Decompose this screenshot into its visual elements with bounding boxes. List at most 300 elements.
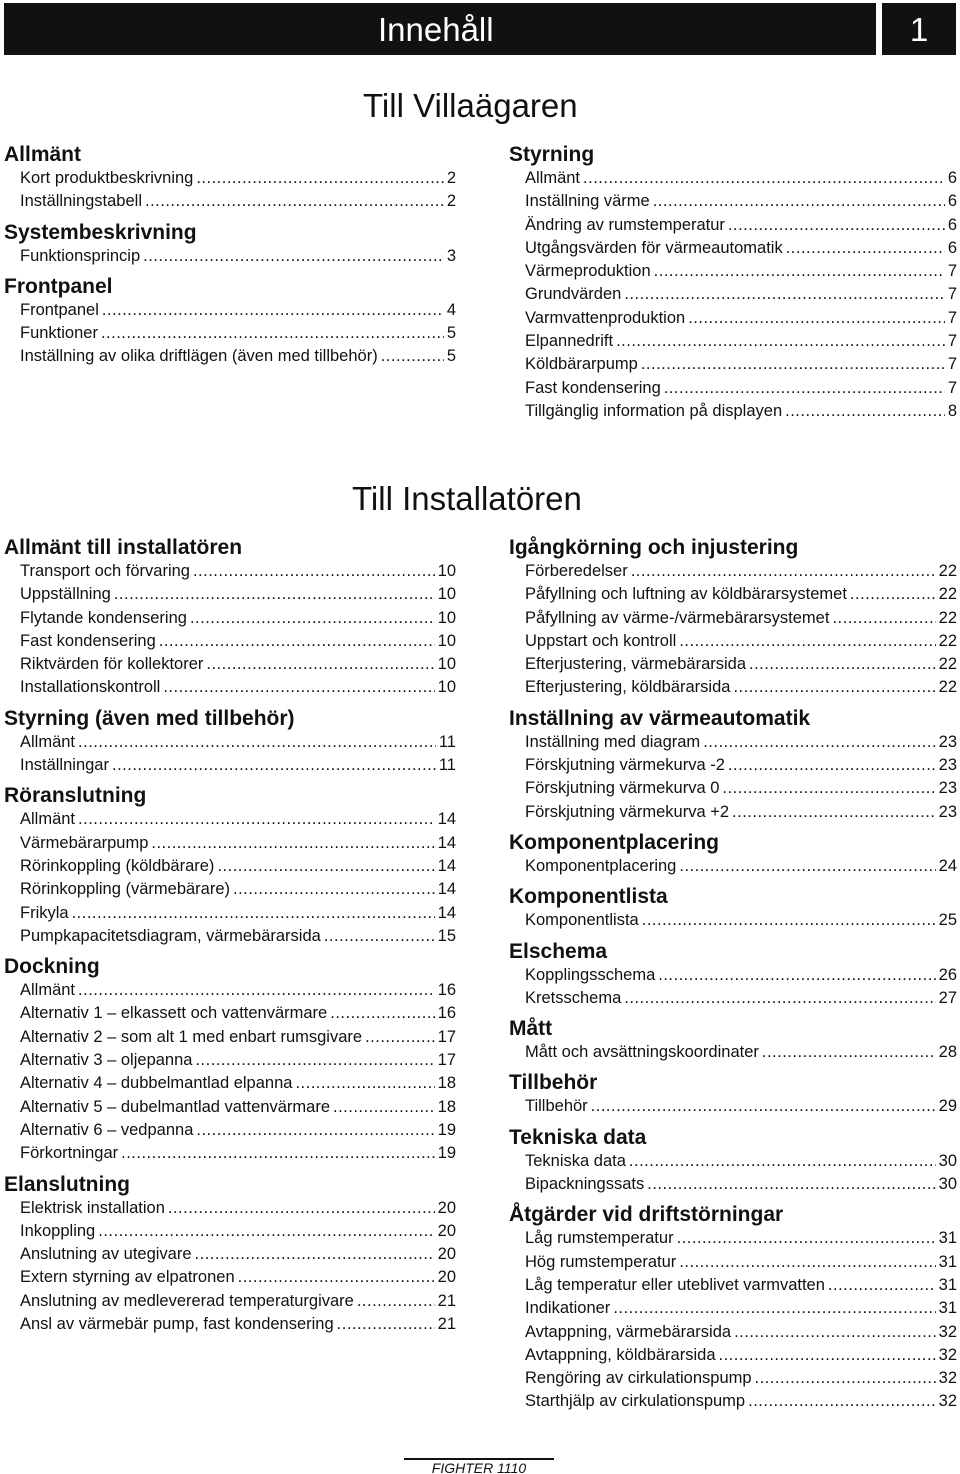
toc-entry-page: 6 (947, 169, 957, 187)
toc-entry-page: 6 (947, 238, 957, 257)
dot-leader (190, 607, 435, 630)
toc-entry-title: Rengöring av cirkulationspump (525, 1369, 752, 1388)
dot-leader (755, 1367, 936, 1390)
toc-entry-title: Uppställning (20, 585, 111, 604)
dot-leader (195, 1049, 434, 1072)
dot-leader (653, 190, 945, 213)
dot-leader (722, 777, 935, 800)
toc-entry-page: 32 (938, 1345, 957, 1364)
header-page-number: 1 (909, 11, 929, 48)
toc-entry-page: 14 (437, 880, 456, 899)
toc-entry-title: Transport och förvaring (20, 562, 190, 580)
toc-entry-page: 23 (938, 779, 957, 798)
dot-leader (145, 190, 444, 213)
dot-leader (728, 754, 936, 777)
dot-leader (624, 987, 935, 1010)
toc-entry-title: Allmänt (525, 169, 581, 187)
dot-leader (719, 1344, 936, 1367)
toc-entry[interactable] (4, 245, 456, 268)
toc-entry-title: Inställning med diagram (525, 732, 701, 751)
toc-entry-title: Fast kondensering (20, 631, 156, 650)
dot-leader (624, 283, 945, 306)
toc-entry-title: Köldbärarpump (525, 355, 638, 374)
toc-entry[interactable] (4, 583, 456, 606)
dot-leader (337, 1313, 435, 1336)
toc-entry-page: 4 (446, 300, 456, 319)
dot-leader (193, 560, 435, 583)
dot-leader (832, 607, 935, 630)
toc-entry[interactable] (509, 1173, 957, 1196)
header-title: Innehåll (378, 11, 494, 48)
dot-leader (679, 855, 935, 878)
toc-entry-page: 28 (938, 1043, 957, 1062)
dot-leader (688, 307, 945, 330)
toc-entry[interactable] (509, 1390, 957, 1413)
toc-entry-page: 22 (938, 655, 957, 674)
toc-entry-title: Förberedelser (525, 562, 628, 580)
toc-entry-title: Pumpkapacitetsdiagram, värmebärarsida (20, 926, 321, 945)
dot-leader (748, 1390, 936, 1413)
toc-entry[interactable] (509, 630, 957, 653)
toc-entry-page: 31 (938, 1299, 957, 1318)
toc-entry-page: 14 (437, 903, 456, 922)
part-title-villaagaren: Till Villaägaren (363, 87, 578, 124)
toc-entry-page: 31 (938, 1229, 957, 1248)
dot-leader (762, 1041, 936, 1064)
section-heading-elschema: Elschema (509, 939, 608, 963)
toc-entry-page: 23 (938, 802, 957, 821)
toc-entry-title: Inställning värme (525, 192, 650, 211)
toc-entry[interactable] (4, 1197, 456, 1220)
toc-entry-page: 2 (446, 169, 456, 187)
toc-entry[interactable] (509, 1274, 957, 1297)
toc-entry-title: Mått och avsättningskoordinater (525, 1043, 759, 1062)
dot-leader (78, 731, 436, 754)
toc-entry-page: 20 (437, 1268, 456, 1287)
toc-entry[interactable] (509, 400, 957, 423)
dot-leader (631, 560, 936, 583)
toc-entry[interactable] (509, 1150, 957, 1173)
toc-entry-page: 15 (437, 926, 456, 945)
toc-entry-page: 20 (437, 1245, 456, 1264)
toc-entry[interactable] (509, 190, 957, 213)
toc-entry[interactable] (509, 607, 957, 630)
section-heading-komponentplacering: Komponentplacering (509, 830, 720, 854)
toc-entry[interactable] (4, 1266, 456, 1289)
toc-entry-title: Alternativ 3 – oljepanna (20, 1051, 193, 1070)
toc-entry-title: Anslutning av utegivare (20, 1245, 192, 1264)
toc-column-right-bottom (509, 536, 957, 1414)
toc-entry-page: 21 (437, 1315, 456, 1334)
toc-entry[interactable] (4, 299, 456, 322)
dot-leader (786, 237, 945, 260)
dot-leader (749, 653, 936, 676)
toc-entry-title: Indikationer (525, 1299, 611, 1318)
dot-leader (196, 167, 443, 190)
toc-entry-title: Allmänt (20, 981, 76, 1000)
toc-entry[interactable] (509, 353, 957, 376)
dot-leader (78, 808, 435, 831)
dot-leader (733, 676, 935, 699)
toc-column-right-top (509, 143, 957, 423)
dot-leader (679, 1251, 935, 1274)
toc-entry-page: 7 (947, 262, 957, 281)
toc-entry[interactable] (4, 167, 456, 190)
dot-leader (233, 878, 435, 901)
toc-entry-title: Installationskontroll (20, 678, 161, 697)
dot-leader (217, 855, 434, 878)
toc-entry-title: Låg rumstemperatur (525, 1229, 674, 1248)
toc-entry-title: Värmebärarpump (20, 833, 149, 852)
section-heading-systembeskrivning: Systembeskrivning (4, 220, 197, 244)
toc-entry-page: 22 (938, 562, 957, 580)
toc-entry-page: 10 (437, 655, 456, 674)
toc-entry[interactable] (509, 1344, 957, 1367)
toc-entry-page: 2 (446, 192, 456, 211)
toc-entry[interactable] (509, 560, 957, 583)
toc-entry-title: Funktionsprincip (20, 246, 141, 265)
toc-entry-title: Grundvärden (525, 285, 622, 304)
toc-entry-title: Påfyllning av värme-/värmebärarsystemet (525, 608, 830, 627)
toc-entry[interactable] (509, 1095, 957, 1118)
toc-entry[interactable] (4, 731, 456, 754)
toc-entry-page: 22 (938, 631, 957, 650)
section-heading-tekniska-data: Tekniska data (509, 1125, 647, 1149)
toc-entry-title: Förkortningar (20, 1144, 119, 1163)
toc-entry-title: Inställningar (20, 756, 109, 775)
toc-entry[interactable] (509, 260, 957, 283)
toc-entry-page: 16 (437, 1004, 456, 1023)
dot-leader (679, 630, 935, 653)
dot-leader (195, 1243, 435, 1266)
toc-entry[interactable] (509, 1251, 957, 1274)
toc-entry-page: 17 (437, 1051, 456, 1070)
toc-entry[interactable] (4, 1026, 456, 1049)
toc-entry-page: 22 (938, 608, 957, 627)
toc-entry[interactable] (509, 909, 957, 932)
section-heading-igangkorning-och-injustering: Igångkörning och injustering (509, 536, 799, 559)
dot-leader (333, 1096, 435, 1119)
dot-leader (734, 1321, 936, 1344)
toc-entry-page: 5 (446, 347, 456, 366)
toc-entry-page: 8 (947, 401, 957, 420)
dot-leader (168, 1197, 435, 1220)
dot-leader (616, 330, 945, 353)
toc-entry-title: Riktvärden för kollektorer (20, 655, 204, 674)
toc-entry[interactable] (4, 560, 456, 583)
toc-entry-title: Ansl av värmebär pump, fast kondensering (20, 1315, 334, 1334)
toc-entry-page: 10 (437, 678, 456, 697)
toc-entry-title: Inställning av olika driftlägen (även med tillbehör) (20, 347, 378, 366)
dot-leader (658, 964, 935, 987)
toc-entry[interactable] (509, 1321, 957, 1344)
dot-leader (112, 754, 436, 777)
toc-entry-title: Tillbehör (525, 1097, 588, 1116)
toc-entry[interactable] (4, 345, 456, 368)
toc-entry-page: 27 (938, 988, 957, 1007)
toc-entry-title: Elektrisk installation (20, 1198, 165, 1217)
toc-entry-page: 10 (437, 608, 456, 627)
toc-entry-title: Allmänt (20, 810, 76, 829)
toc-entry-title: Efterjustering, värmebärarsida (525, 655, 747, 674)
section-heading-tillbehor: Tillbehör (509, 1071, 598, 1095)
toc-entry[interactable] (509, 167, 957, 190)
toc-entry-page: 25 (938, 911, 957, 930)
toc-entry[interactable] (4, 902, 456, 925)
dot-leader (785, 400, 945, 423)
toc-entry[interactable] (509, 583, 957, 606)
toc-entry-page: 20 (437, 1198, 456, 1217)
header-title-bar (4, 3, 876, 55)
dot-leader (330, 1002, 434, 1025)
toc-entry-page: 5 (446, 324, 456, 343)
toc-entry-page: 31 (938, 1252, 957, 1271)
toc-entry-title: Alternativ 1 – elkassett och vattenvärmare (20, 1004, 328, 1023)
toc-entry-page: 18 (437, 1074, 456, 1093)
toc-entry-page: 7 (947, 355, 957, 374)
toc-entry[interactable] (4, 1313, 456, 1336)
dot-leader (159, 630, 435, 653)
toc-entry[interactable] (509, 653, 957, 676)
dot-leader (365, 1026, 435, 1049)
toc-entry[interactable] (4, 190, 456, 213)
toc-column-left-top (4, 143, 456, 369)
toc-entry-title: Frikyla (20, 903, 69, 922)
toc-entry[interactable] (4, 607, 456, 630)
dot-leader (641, 353, 945, 376)
toc-entry-page: 20 (437, 1221, 456, 1240)
section-heading-allmant: Allmänt (4, 143, 82, 166)
toc-entry-page: 23 (938, 732, 957, 751)
toc-entry-page: 3 (446, 246, 456, 265)
toc-entry-page: 17 (437, 1027, 456, 1046)
toc-entry-page: 11 (438, 732, 456, 751)
toc-entry-page: 32 (938, 1369, 957, 1388)
toc-entry[interactable] (4, 1243, 456, 1266)
toc-entry-title: Starthjälp av cirkulationspump (525, 1392, 746, 1411)
section-heading-styrning: Styrning (509, 143, 595, 166)
toc-entry-page: 16 (437, 981, 456, 1000)
toc-entry[interactable] (509, 1367, 957, 1390)
toc-entry-page: 30 (938, 1175, 957, 1194)
toc-entry[interactable] (509, 214, 957, 237)
toc-entry-title: Varmvattenproduktion (525, 308, 686, 327)
toc-entry-title: Flytande kondensering (20, 608, 187, 627)
toc-entry[interactable] (4, 1072, 456, 1095)
toc-entry[interactable] (4, 979, 456, 1002)
dot-leader (121, 1142, 435, 1165)
toc-entry[interactable] (4, 630, 456, 653)
toc-entry[interactable] (509, 801, 957, 824)
dot-leader (647, 1173, 935, 1196)
dot-leader (72, 902, 435, 925)
toc-entry[interactable] (4, 322, 456, 345)
toc-entry-title: Avtappning, köldbärarsida (525, 1345, 716, 1364)
dot-leader (295, 1072, 434, 1095)
toc-entry-page: 14 (437, 833, 456, 852)
toc-entry-page: 26 (938, 965, 957, 984)
toc-entry-title: Extern styrning av elpatronen (20, 1268, 235, 1287)
toc-entry-page: 18 (437, 1097, 456, 1116)
dot-leader (98, 1220, 434, 1243)
dot-leader (613, 1297, 935, 1320)
toc-entry[interactable] (509, 1297, 957, 1320)
section-heading-allmant-till-installatoren: Allmänt till installatören (4, 536, 243, 559)
toc-entry-page: 32 (938, 1322, 957, 1341)
toc-entry-title: Komponentlista (525, 911, 639, 930)
dot-leader (728, 214, 945, 237)
toc-entry-page: 7 (947, 378, 957, 397)
toc-entry-title: Kretsschema (525, 988, 622, 1007)
toc-entry-title: Tillgänglig information på displayen (525, 401, 783, 420)
dot-leader (828, 1274, 936, 1297)
toc-entry[interactable] (509, 307, 957, 330)
toc-entry-page: 23 (938, 756, 957, 775)
section-heading-komponentlista: Komponentlista (509, 885, 668, 909)
toc-entry-page: 22 (938, 678, 957, 697)
toc-entry-page: 19 (437, 1144, 456, 1163)
dot-leader (238, 1266, 435, 1289)
section-heading-matt: Mått (509, 1017, 553, 1041)
toc-entry-page: 14 (437, 856, 456, 875)
toc-entry[interactable] (509, 283, 957, 306)
section-heading-frontpanel: Frontpanel (4, 274, 113, 298)
toc-entry[interactable] (509, 964, 957, 987)
toc-entry-title: Rörinkoppling (köldbärare) (20, 856, 215, 875)
toc-entry[interactable] (4, 1142, 456, 1165)
toc-entry-title: Hög rumstemperatur (525, 1252, 677, 1271)
toc-entry-title: Ändring av rumstemperatur (525, 215, 725, 234)
toc-entry[interactable] (4, 676, 456, 699)
dot-leader (163, 676, 434, 699)
dot-leader (583, 167, 945, 190)
page-header (4, 3, 956, 55)
toc-entry-title: Värmeproduktion (525, 262, 651, 281)
toc-entry-page: 31 (938, 1275, 957, 1294)
toc-entry[interactable] (509, 777, 957, 800)
section-heading-styrning-aven-med-tillbehor: Styrning (även med tillbehör) (4, 706, 295, 730)
dot-leader (101, 322, 444, 345)
dot-leader (196, 1119, 434, 1142)
toc-entry[interactable] (509, 731, 957, 754)
toc-entry-title: Inkoppling (20, 1221, 96, 1240)
toc-entry[interactable] (4, 878, 456, 901)
toc-entry[interactable] (4, 754, 456, 777)
dot-leader (654, 260, 945, 283)
toc-entry-title: Komponentplacering (525, 856, 677, 875)
toc-entry-page: 11 (438, 756, 456, 775)
toc-entry[interactable] (4, 925, 456, 948)
dot-leader (591, 1095, 936, 1118)
toc-entry-page: 10 (437, 585, 456, 604)
toc-entry-title: Funktioner (20, 324, 98, 343)
toc-entry-page: 10 (437, 562, 456, 580)
dot-leader (206, 653, 434, 676)
section-heading-installning-av-varmeautomatik: Inställning av värmeautomatik (509, 706, 811, 730)
dot-leader (151, 832, 434, 855)
dot-leader (664, 377, 945, 400)
toc-entry-page: 7 (947, 285, 957, 304)
toc-entry-page: 14 (437, 810, 456, 829)
toc-entry[interactable] (4, 1002, 456, 1025)
toc-entry[interactable] (4, 808, 456, 831)
dot-leader (143, 245, 444, 268)
toc-entry[interactable] (4, 653, 456, 676)
toc-entry[interactable] (509, 754, 957, 777)
toc-entry[interactable] (4, 832, 456, 855)
toc-entry-title: Alternativ 5 – dubelmantlad vattenvärmare (20, 1097, 331, 1116)
toc-entry[interactable] (509, 377, 957, 400)
dot-leader (732, 801, 936, 824)
toc-entry-title: Förskjutning värmekurva +2 (525, 802, 730, 821)
toc-entry-title: Frontpanel (20, 300, 99, 319)
dot-leader (629, 1150, 936, 1173)
toc-entry-page: 30 (938, 1151, 957, 1170)
toc-entry-title: Bipackningssats (525, 1175, 645, 1194)
toc-entry-title: Tekniska data (525, 1151, 626, 1170)
toc-entry-page: 19 (437, 1120, 456, 1139)
toc-entry[interactable] (4, 1119, 456, 1142)
toc-entry[interactable] (4, 1049, 456, 1072)
toc-entry[interactable] (509, 855, 957, 878)
toc-entry-title: Påfyllning och luftning av köldbärarsystemet (525, 585, 847, 604)
toc-entry[interactable] (509, 987, 957, 1010)
toc-entry-title: Inställningstabell (20, 192, 142, 211)
toc-entry[interactable] (4, 1220, 456, 1243)
toc-entry-title: Anslutning av medlevererad temperaturgivare (20, 1291, 354, 1310)
toc-entry[interactable] (509, 676, 957, 699)
dot-leader (102, 299, 444, 322)
toc-entry-page: 32 (938, 1392, 957, 1411)
toc-entry[interactable] (4, 855, 456, 878)
toc-entry-title: Fast kondensering (525, 378, 661, 397)
toc-entry-title: Rörinkoppling (värmebärare) (20, 880, 231, 899)
section-heading-elanslutning: Elanslutning (4, 1172, 130, 1196)
toc-entry-page: 6 (947, 215, 957, 234)
toc-entry-title: Alternativ 2 – som alt 1 med enbart rumsgivare (20, 1027, 363, 1046)
toc-entry-title: Kopplingsschema (525, 965, 656, 984)
toc-entry-title: Kort produktbeskrivning (20, 169, 194, 187)
toc-entry-title: Låg temperatur eller uteblivet varmvatten (525, 1275, 825, 1294)
header-page-box (882, 3, 956, 55)
dot-leader (324, 925, 435, 948)
toc-entry-title: Allmänt (20, 732, 76, 751)
toc-entry-page: 7 (947, 308, 957, 327)
section-heading-dockning: Dockning (4, 955, 100, 979)
section-heading-atgarder-vid-driftstorningar: Åtgärder vid driftstörningar (509, 1203, 784, 1227)
toc-entry[interactable] (4, 1290, 456, 1313)
toc-entry-title: Elpannedrift (525, 332, 614, 351)
toc-entry[interactable] (509, 1227, 957, 1250)
toc-entry-title: Efterjustering, köldbärarsida (525, 678, 731, 697)
toc-entry-page: 22 (938, 585, 957, 604)
toc-entry[interactable] (509, 237, 957, 260)
toc-entry[interactable] (509, 1041, 957, 1064)
part-title-installatoren: Till Installatören (352, 480, 582, 517)
dot-leader (677, 1227, 936, 1250)
dot-leader (381, 345, 444, 368)
toc-entry-title: Uppstart och kontroll (525, 631, 677, 650)
toc-entry-title: Alternativ 4 – dubbelmantlad elpanna (20, 1074, 293, 1093)
toc-entry-page: 10 (437, 631, 456, 650)
toc-entry[interactable] (509, 330, 957, 353)
toc-entry[interactable] (4, 1096, 456, 1119)
dot-leader (357, 1290, 435, 1313)
dot-leader (850, 583, 936, 606)
dot-leader (703, 731, 935, 754)
toc-entry-title: Alternativ 6 – vedpanna (20, 1120, 194, 1139)
footer-model-name: FIGHTER 1110 (404, 1458, 554, 1474)
